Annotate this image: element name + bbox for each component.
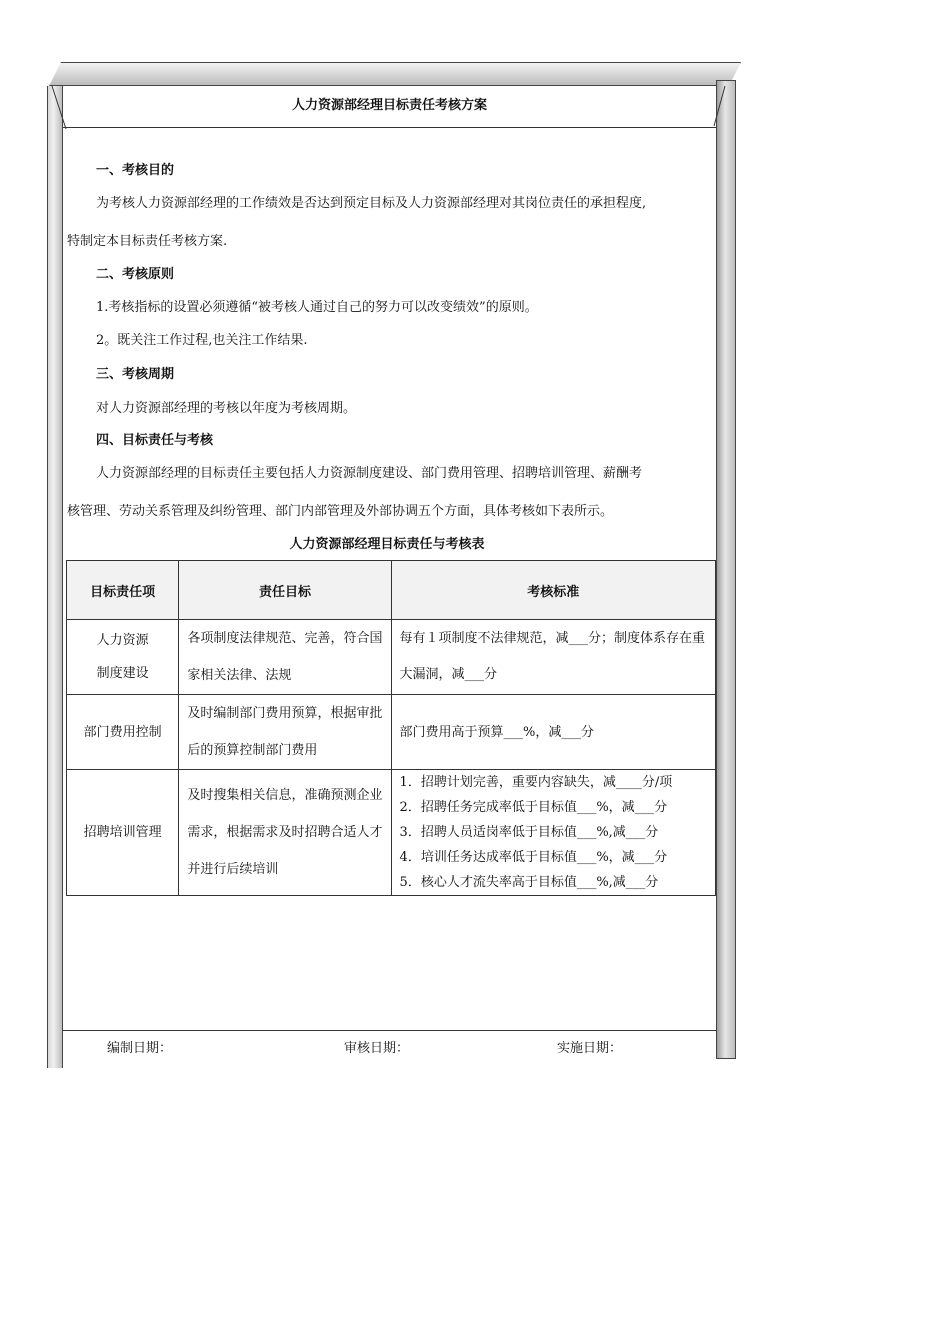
column-header: 责任目标: [179, 561, 391, 620]
responsibility-item: [67, 770, 179, 896]
column-header: 考核标准: [391, 561, 715, 620]
assessment-standard: [391, 770, 715, 896]
paragraph: 为考核人力资源部经理的工作绩效是否达到预定目标及人力资源部经理对其岗位责任的承担程度,: [96, 196, 647, 211]
scroll-top-bar: [49, 62, 741, 86]
paragraph: 对人力资源部经理的考核以年度为考核周期。: [96, 401, 357, 416]
standard-line: 1．招聘计划完善，重要内容缺失，减____分/项: [399, 775, 673, 790]
paragraph: 特制定本目标责任考核方案.: [67, 234, 228, 249]
section-heading: 三、考核周期: [96, 367, 175, 382]
section-heading: 一、考核目的: [96, 163, 175, 178]
assessment-standard: [391, 695, 715, 770]
paragraph: 1.考核指标的设置必须遵循“被考核人通过自己的努力可以改变绩效”的原则。: [96, 300, 538, 315]
standard-line: 5．核心人才流失率高于目标值___%,减___分: [399, 875, 659, 890]
compile-date-label: 编制日期：: [107, 1041, 173, 1056]
standard-line: 每有１项制度不法律规范，减___分；制度体系存在重大漏洞，减___分: [399, 631, 706, 682]
responsibility-item: [67, 695, 179, 770]
item-line: 部门费用控制: [83, 724, 162, 740]
scroll-right-bar: [716, 80, 736, 1059]
table-header-row: [67, 561, 716, 620]
responsibility-target: 及时搜集相关信息，准确预测企业需求，根据需求及时招聘合适人才并进行后续培训: [179, 770, 391, 896]
standard-line: 4．培训任务达成率低于目标值___%，减___分: [399, 850, 668, 865]
paragraph: 核管理、劳动关系管理及纠纷管理、部门内部管理及外部协调五个方面，具体考核如下表所示。: [67, 504, 614, 519]
table-row: [67, 695, 716, 770]
standard-line: 2．招聘任务完成率低于目标值___%，减___分: [399, 800, 668, 815]
responsibility-target: 各项制度法律规范、完善，符合国家相关法律、法规: [179, 620, 391, 695]
document-page: [63, 86, 716, 1068]
assessment-table: [66, 560, 716, 896]
section-heading: 四、目标责任与考核: [96, 433, 214, 448]
item-line: 制度建设: [96, 666, 149, 681]
responsibility-target: 及时编制部门费用预算，根据审批后的预算控制部门费用: [179, 695, 391, 770]
review-date-label: 审核日期：: [344, 1041, 410, 1056]
section-heading: 二、考核原则: [96, 267, 175, 282]
assessment-standard: [391, 620, 715, 695]
responsibility-item: [67, 620, 179, 695]
paragraph: 2。既关注工作过程,也关注工作结果.: [96, 333, 308, 348]
standard-line: 部门费用高于预算___%，减___分: [399, 724, 594, 740]
item-line: 招聘培训管理: [83, 825, 162, 840]
column-header: 目标责任项: [67, 561, 179, 620]
footer-divider: [63, 1030, 716, 1031]
scroll-left-bar: [47, 86, 63, 1068]
table-row: [67, 770, 716, 896]
effective-date-label: 实施日期：: [557, 1041, 623, 1056]
item-line: 人力资源: [96, 633, 149, 648]
paragraph: 人力资源部经理的目标责任主要包括人力资源制度建设、部门费用管理、招聘培训管理、薪酬考: [96, 466, 643, 481]
document-title: 人力资源部经理目标责任考核方案: [291, 98, 487, 113]
table-title: 人力资源部经理目标责任与考核表: [289, 537, 485, 552]
standard-line: 3．招聘人员适岗率低于目标值___%,减___分: [399, 825, 659, 840]
table-row: [67, 620, 716, 695]
title-band: [63, 86, 716, 128]
